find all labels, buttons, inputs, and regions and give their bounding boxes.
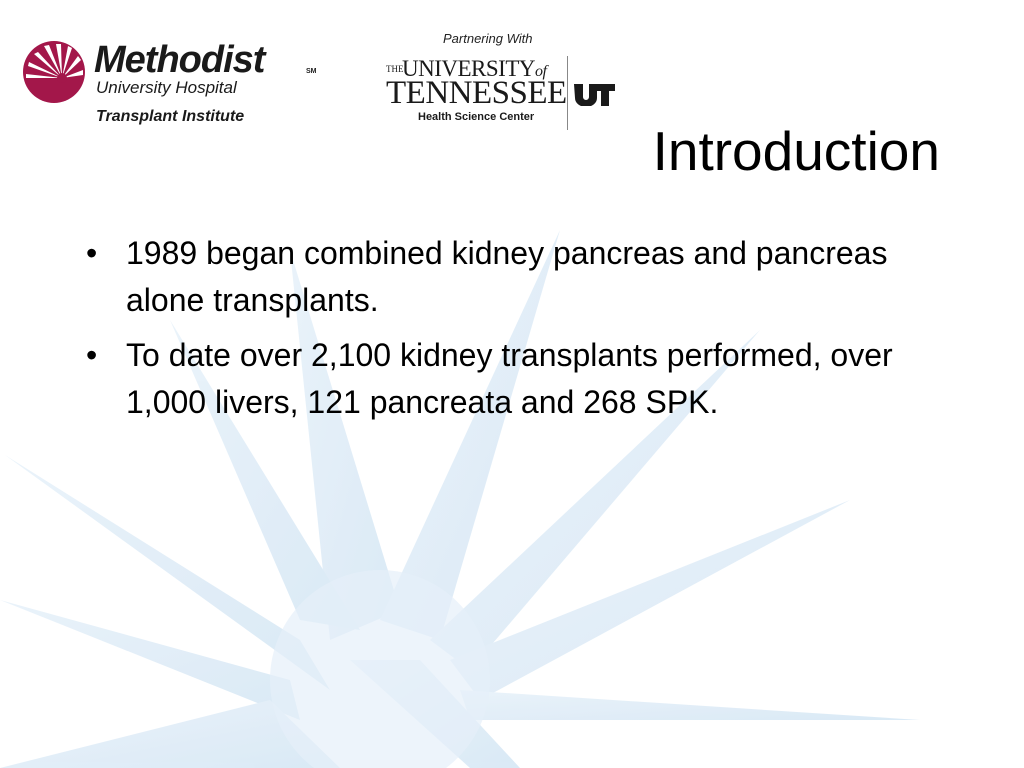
methodist-name: Methodist [94, 39, 265, 81]
methodist-subtitle: University Hospital [96, 78, 237, 97]
bullet-item [86, 332, 926, 426]
partnering-caption: Partnering With [443, 31, 533, 46]
bullet-text: 1989 began combined kidney pancreas and pancreas alone transplants. [126, 235, 888, 318]
bullet-item [86, 230, 926, 324]
slide-title: Introduction [652, 120, 940, 182]
methodist-seal-icon [22, 40, 86, 104]
ut-mark-icon [573, 82, 615, 106]
bullet-dot-icon: • [86, 337, 98, 373]
ut-of: of [535, 63, 547, 80]
methodist-institute: Transplant Institute [96, 108, 245, 125]
ut-university-word: UNIVERSITY [402, 56, 535, 81]
ut-health-science-center: Health Science Center [418, 111, 535, 123]
methodist-logo [22, 38, 322, 130]
bullet-dot-icon: • [86, 235, 98, 271]
ut-state: TENNESSEE [386, 75, 567, 111]
bullet-text: To date over 2,100 kidney transplants performed, over 1,000 livers, 121 pancreata and 268 SPK. [126, 337, 893, 420]
bullet-list [86, 230, 926, 434]
methodist-service-mark: SM [306, 68, 317, 75]
ut-the: THE [386, 64, 404, 74]
